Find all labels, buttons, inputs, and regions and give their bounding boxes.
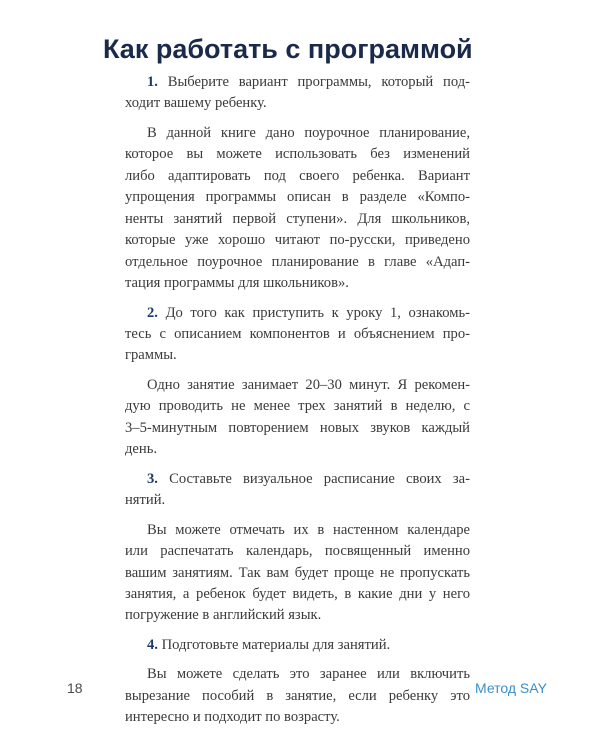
text-line: 3. Составьте визуальное расписание своих за- bbox=[147, 470, 470, 487]
text-line: день. bbox=[125, 441, 158, 458]
text-line: тация программы для школьников». bbox=[125, 275, 349, 292]
text-line: или распечатать календарь, посвященный именно bbox=[125, 543, 470, 560]
text-line: Вы можете сделать это заранее или включить bbox=[147, 666, 470, 683]
paragraph bbox=[125, 375, 470, 461]
text-line: 2. До того как приступить к уроку 1, ознакомь- bbox=[147, 304, 470, 321]
footer-brand: Метод SAY bbox=[475, 680, 547, 696]
text-line: нятий. bbox=[125, 492, 166, 509]
body-text bbox=[125, 72, 470, 729]
paragraph bbox=[125, 123, 470, 295]
step-number: 2. bbox=[147, 304, 158, 321]
text-line: занятия, а ребенок будет видеть, в какие дни у него bbox=[125, 585, 470, 602]
text-line: погружение в английский язык. bbox=[125, 607, 322, 624]
text-line: ходит вашему ребенку. bbox=[125, 95, 267, 112]
paragraph-step-3 bbox=[125, 469, 470, 512]
text-line: отдельное поурочное планирование в главе «Адап- bbox=[125, 253, 470, 270]
text-line: дую проводить не менее трех занятий в неделю, с bbox=[125, 398, 470, 415]
text-line: 1. Выберите вариант программы, который под- bbox=[147, 74, 470, 90]
paragraph-step-1 bbox=[125, 72, 470, 115]
text-line: тесь с описанием компонентов и объяснением про- bbox=[125, 325, 470, 342]
text-line: граммы. bbox=[125, 347, 177, 364]
text-line: интересно и подходит по возрасту. bbox=[125, 709, 340, 726]
paragraph bbox=[125, 664, 470, 728]
step-number: 3. bbox=[147, 470, 158, 487]
text-line: вырезание пособий в занятие, если ребенку это bbox=[125, 687, 470, 704]
text-line: которые уже хорошо читают по-русски, приведено bbox=[125, 232, 470, 249]
step-number: 4. bbox=[147, 636, 158, 653]
paragraph bbox=[125, 520, 470, 627]
page-number: 18 bbox=[67, 680, 83, 696]
text-line: которое вы можете использовать без изменений bbox=[125, 146, 470, 163]
paragraph-step-2 bbox=[125, 303, 470, 367]
step-number: 1. bbox=[147, 74, 158, 90]
paragraph-step-4 bbox=[125, 635, 470, 656]
text-line: упрощения программы описан в разделе «Компо- bbox=[125, 189, 470, 206]
text-line: ненты занятий первой ступени». Для школьников, bbox=[125, 210, 470, 227]
text-line: 3–5-минутным повторением новых звуков каждый bbox=[125, 419, 470, 436]
text-line: либо адаптировать под своего ребенка. Вариант bbox=[125, 167, 470, 184]
text-line: Вы можете отмечать их в настенном календаре bbox=[147, 521, 470, 538]
text-line: 4. Подготовьте материалы для занятий. bbox=[147, 636, 391, 653]
text-line: В данной книге дано поурочное планирование, bbox=[147, 124, 470, 141]
page-title: Как работать с программой bbox=[103, 34, 473, 64]
text-line: Одно занятие занимает 20–30 минут. Я рекомен- bbox=[147, 376, 470, 393]
text-line: вашим занятиям. Так вам будет проще не пропускать bbox=[125, 564, 470, 581]
